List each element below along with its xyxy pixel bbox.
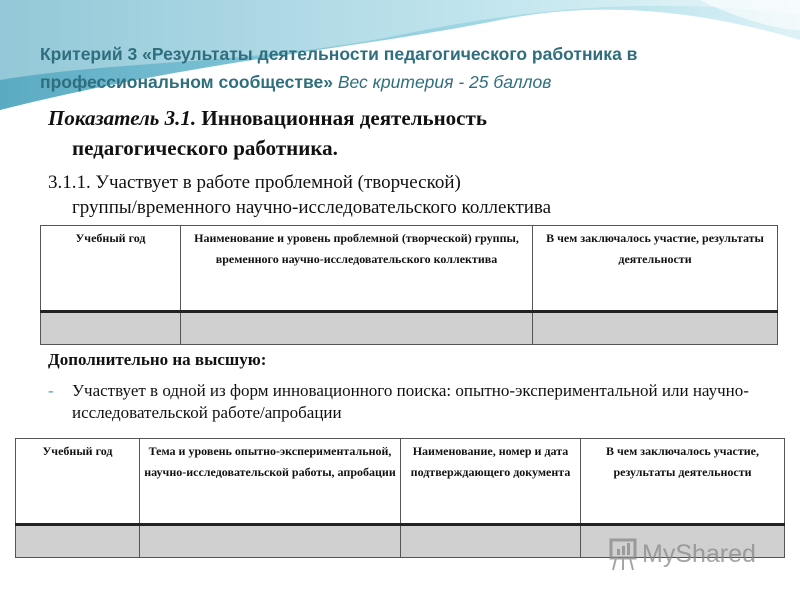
empty-cell[interactable] <box>140 525 401 558</box>
header-cell: В чем заключалось участие, результаты деятельности <box>581 439 785 525</box>
watermark: MyShared <box>608 537 756 571</box>
indicator-heading: Показатель 3.1. Инновационная деятельность педагогического работника. <box>48 106 487 160</box>
table-header-row <box>16 439 785 525</box>
header-cell: Наименование и уровень проблемной (творческой) группы, временного научно-исследовательского коллектива <box>181 226 533 312</box>
empty-cell[interactable] <box>181 312 533 345</box>
subindicator-text: 3.1.1. Участвует в работе проблемной (творческой) группы/временного научно-исследовательского коллектива <box>48 172 552 218</box>
slide-title: Критерий 3 «Результаты деятельности педагогического работника в профессиональном сообществе» Вес критерия - 25 баллов <box>40 44 638 92</box>
participation-table <box>40 225 778 345</box>
table-row <box>41 312 778 345</box>
header-cell: Тема и уровень опытно-экспериментальной, научно-исследовательской работы, апробации <box>140 439 401 525</box>
header-cell: Учебный год <box>16 439 140 525</box>
empty-cell[interactable] <box>533 312 778 345</box>
criterion-weight: Вес критерия - 25 баллов <box>337 72 552 92</box>
header-cell: Учебный год <box>41 226 181 312</box>
empty-cell[interactable] <box>16 525 140 558</box>
empty-cell[interactable] <box>41 312 181 345</box>
additional-heading: Дополнительно на высшую: <box>48 350 267 369</box>
empty-cell[interactable] <box>401 525 581 558</box>
header-cell: Наименование, номер и дата подтверждающего документа <box>401 439 581 525</box>
presentation-board-icon <box>608 537 638 571</box>
header-cell: В чем заключалось участие, результаты деятельности <box>533 226 778 312</box>
bullet-item: - Участвует в одной из форм инновационного поиска: опытно-экспериментальной или научно-исследовательской работе/апробации <box>48 381 749 422</box>
table-header-row <box>41 226 778 312</box>
